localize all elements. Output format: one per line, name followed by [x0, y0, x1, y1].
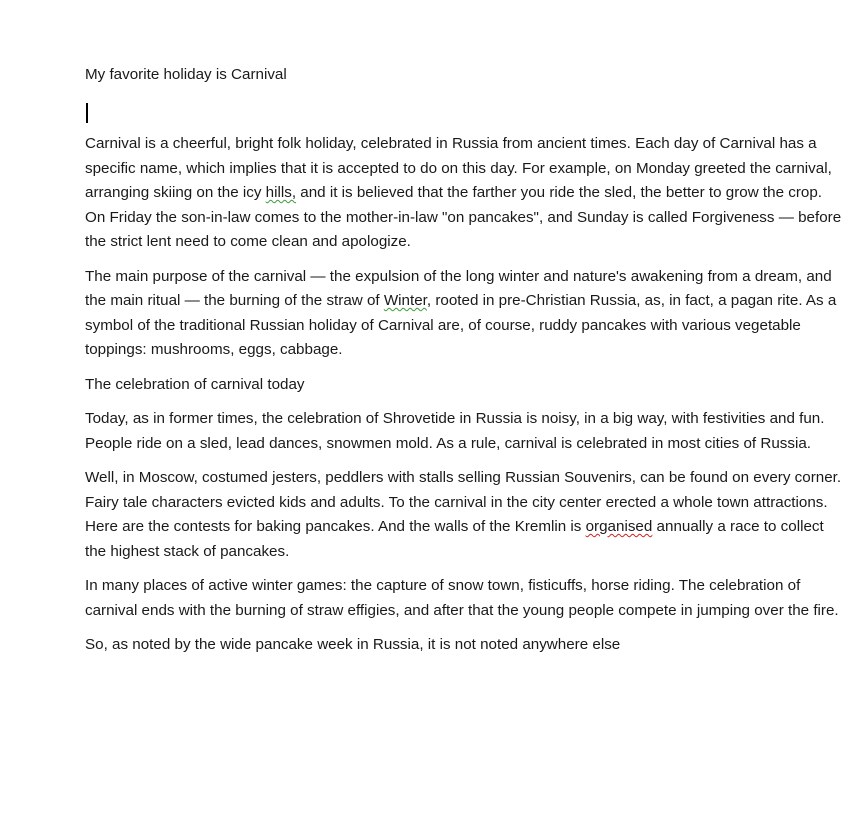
paragraph-moscow[interactable] — [85, 466, 845, 564]
paragraph-moscow-text-1: Well, in Moscow, costumed jesters, peddlers with stalls selling Russian Souvenirs, can be found on every corner. Fairy tale characters evicted kids and adults. To the carnival in the city center erected a whole town attractions. Here are the contests for baking pancakes. And the walls of the Kremlin is — [85, 469, 842, 535]
paragraph-purpose-text-1: The main purpose of the carnival — the expulsion of the long winter and nature's awakening from a dream, and the main ritual — the burning of the straw of — [85, 267, 832, 309]
empty-line[interactable] — [85, 103, 845, 128]
document-page[interactable] — [85, 62, 845, 668]
paragraph-purpose-text-2: , rooted in pre-Christian Russia, as, in fact, a pagan rite. As a symbol of the traditional Russian holiday of Carnival are, of course, ruddy pancakes with various vegetable toppings: mushrooms, eggs, cabbage. — [85, 292, 837, 358]
document-title[interactable]: My favorite holiday is Carnival — [85, 66, 287, 83]
grammar-marked-word-hills[interactable]: hills, — [265, 184, 297, 201]
section-subheading[interactable]: The celebration of carnival today — [85, 375, 305, 393]
spelling-marked-word-organised[interactable]: organised — [585, 518, 653, 535]
text-cursor — [86, 103, 88, 123]
paragraph-intro[interactable] — [85, 132, 845, 255]
paragraph-today[interactable]: Today, as in former times, the celebration of Shrovetide in Russia is noisy, in a big way, with festivities and fun. People ride on a sled, lead dances, snowmen mold. As a rule, carnival is celebrated in most cities of Russia. — [85, 410, 825, 452]
paragraph-moscow-text-2: annually a race to collect the highest stack of pancakes. — [85, 518, 824, 560]
paragraph-intro-text-1: Carnival is a cheerful, bright folk holiday, celebrated in Russia from ancient times. Each day of Carnival has a specific name, which implies that it is accepted to do on this day. For example, on Monday greeted the carnival, arranging skiing on the icy — [85, 135, 832, 201]
paragraph-purpose[interactable] — [85, 265, 845, 363]
grammar-marked-word-winter[interactable]: Winter — [383, 292, 427, 309]
paragraph-intro-text-2: and it is believed that the farther you ride the sled, the better to grow the crop. On Friday the son-in-law comes to the mother-in-law "on pancakes", and Sunday is called Forgiveness — before the strict lent need to come clean and apologize. — [85, 184, 842, 250]
paragraph-closing[interactable]: So, as noted by the wide pancake week in Russia, it is not noted anywhere else — [85, 636, 621, 653]
paragraph-games[interactable]: In many places of active winter games: the capture of snow town, fisticuffs, horse riding. The celebration of carnival ends with the burning of straw effigies, and after that the young people compete in jumping over the fire. — [85, 577, 839, 619]
